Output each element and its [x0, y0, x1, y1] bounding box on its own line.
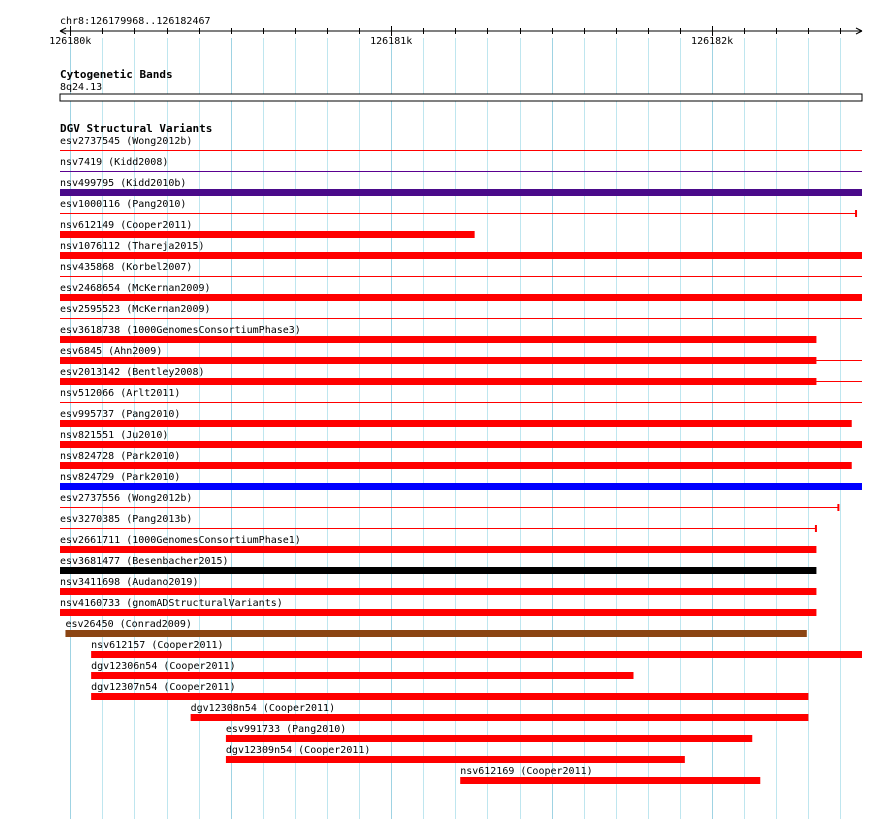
feature-bar[interactable] [60, 294, 862, 301]
feature-bar[interactable] [60, 483, 862, 490]
dgv-feature[interactable] [60, 556, 816, 574]
feature-bar[interactable] [60, 378, 816, 385]
feature-bar[interactable] [60, 252, 862, 259]
feature-label: nsv824729 (Park2010) [60, 472, 181, 483]
feature-label: esv3681477 (Besenbacher2015) [60, 556, 229, 567]
cyto-track-title: Cytogenetic Bands [60, 68, 173, 81]
dgv-track-title: DGV Structural Variants [60, 122, 213, 135]
dgv-feature[interactable] [91, 640, 862, 658]
feature-label: dgv12306n54 (Cooper2011) [91, 661, 236, 672]
dgv-feature[interactable] [60, 304, 862, 319]
cyto-band[interactable] [60, 94, 862, 101]
feature-bar[interactable] [60, 189, 862, 196]
feature-label: nsv4160733 (gnomADStructuralVariants) [60, 598, 283, 609]
dgv-feature[interactable] [60, 346, 862, 364]
feature-label: esv26450 (Conrad2009) [65, 619, 192, 630]
dgv-features [60, 136, 862, 784]
feature-label: esv2737556 (Wong2012b) [60, 493, 193, 504]
feature-bar[interactable] [60, 546, 816, 553]
feature-label: nsv499795 (Kidd2010b) [60, 178, 187, 189]
dgv-feature[interactable] [60, 136, 862, 151]
dgv-feature[interactable] [60, 598, 816, 616]
cyto-band-label: 8q24.13 [60, 82, 103, 93]
ruler-tick-label: 126181k [370, 36, 413, 47]
dgv-feature[interactable] [226, 724, 752, 742]
feature-label: esv3270385 (Pang2013b) [60, 514, 193, 525]
feature-bar[interactable] [460, 777, 760, 784]
feature-label: esv1000116 (Pang2010) [60, 199, 187, 210]
feature-label: nsv821551 (Ju2010) [60, 430, 169, 441]
feature-bar[interactable] [191, 714, 809, 721]
dgv-feature[interactable] [60, 220, 475, 238]
feature-label: esv3618738 (1000GenomesConsortiumPhase3) [60, 325, 301, 336]
dgv-feature[interactable] [65, 619, 806, 637]
feature-label: esv2661711 (1000GenomesConsortiumPhase1) [60, 535, 301, 546]
feature-label: esv2468654 (McKernan2009) [60, 283, 211, 294]
dgv-feature[interactable] [60, 493, 839, 511]
feature-label: nsv435868 (Korbel2007) [60, 262, 193, 273]
feature-bar[interactable] [91, 693, 808, 700]
dgv-track [60, 122, 862, 784]
feature-bar[interactable] [60, 588, 816, 595]
dgv-feature[interactable] [60, 577, 816, 595]
feature-label: esv2737545 (Wong2012b) [60, 136, 193, 147]
dgv-feature[interactable] [60, 514, 816, 532]
feature-bar[interactable] [60, 231, 475, 238]
feature-label: dgv12307n54 (Cooper2011) [91, 682, 236, 693]
feature-label: nsv512066 (Arlt2011) [60, 388, 181, 399]
feature-label: esv6845 (Ahn2009) [60, 346, 163, 357]
dgv-feature[interactable] [60, 388, 862, 403]
dgv-feature[interactable] [460, 766, 760, 784]
dgv-feature[interactable] [60, 283, 862, 301]
feature-bar[interactable] [60, 441, 862, 448]
feature-bar[interactable] [65, 630, 806, 637]
feature-bar[interactable] [60, 462, 852, 469]
feature-label: nsv612169 (Cooper2011) [460, 766, 593, 777]
feature-bar[interactable] [60, 609, 816, 616]
dgv-feature[interactable] [60, 325, 816, 343]
dgv-feature[interactable] [60, 262, 862, 277]
feature-label: nsv824728 (Park2010) [60, 451, 181, 462]
feature-label: nsv3411698 (Audano2019) [60, 577, 199, 588]
feature-label: esv2595523 (McKernan2009) [60, 304, 211, 315]
feature-bar[interactable] [60, 567, 816, 574]
feature-bar[interactable] [226, 756, 685, 763]
dgv-feature[interactable] [60, 157, 862, 172]
range-label: chr8:126179968..126182467 [60, 16, 211, 27]
dgv-feature[interactable] [60, 199, 857, 217]
dgv-feature[interactable] [60, 367, 862, 385]
feature-label: dgv12308n54 (Cooper2011) [190, 703, 336, 714]
dgv-feature[interactable] [60, 178, 862, 196]
feature-label: nsv612149 (Cooper2011) [60, 220, 193, 231]
ruler-tick-label: 126182k [691, 36, 734, 47]
dgv-feature[interactable] [91, 682, 808, 700]
feature-label: esv2013142 (Bentley2008) [60, 367, 205, 378]
grid-lines [71, 38, 841, 819]
feature-bar[interactable] [91, 672, 633, 679]
ruler-tick-label: 126180k [49, 36, 92, 47]
feature-label: dgv12309n54 (Cooper2011) [225, 745, 371, 756]
feature-label: esv991733 (Pang2010) [225, 724, 347, 735]
feature-bar[interactable] [226, 735, 752, 742]
dgv-feature[interactable] [60, 241, 862, 259]
dgv-feature[interactable] [191, 703, 809, 721]
feature-bar[interactable] [60, 336, 816, 343]
feature-bar[interactable] [91, 651, 862, 658]
dgv-feature[interactable] [60, 472, 862, 490]
feature-label: nsv1076112 (Thareja2015) [60, 241, 205, 252]
dgv-feature[interactable] [60, 430, 862, 448]
dgv-feature[interactable] [60, 535, 816, 553]
feature-label: nsv7419 (Kidd2008) [60, 157, 169, 168]
cyto-track [60, 68, 862, 101]
feature-label: nsv612157 (Cooper2011) [91, 640, 224, 651]
feature-label: esv995737 (Pang2010) [60, 409, 181, 420]
feature-bar[interactable] [60, 420, 852, 427]
feature-bar[interactable] [60, 357, 816, 364]
